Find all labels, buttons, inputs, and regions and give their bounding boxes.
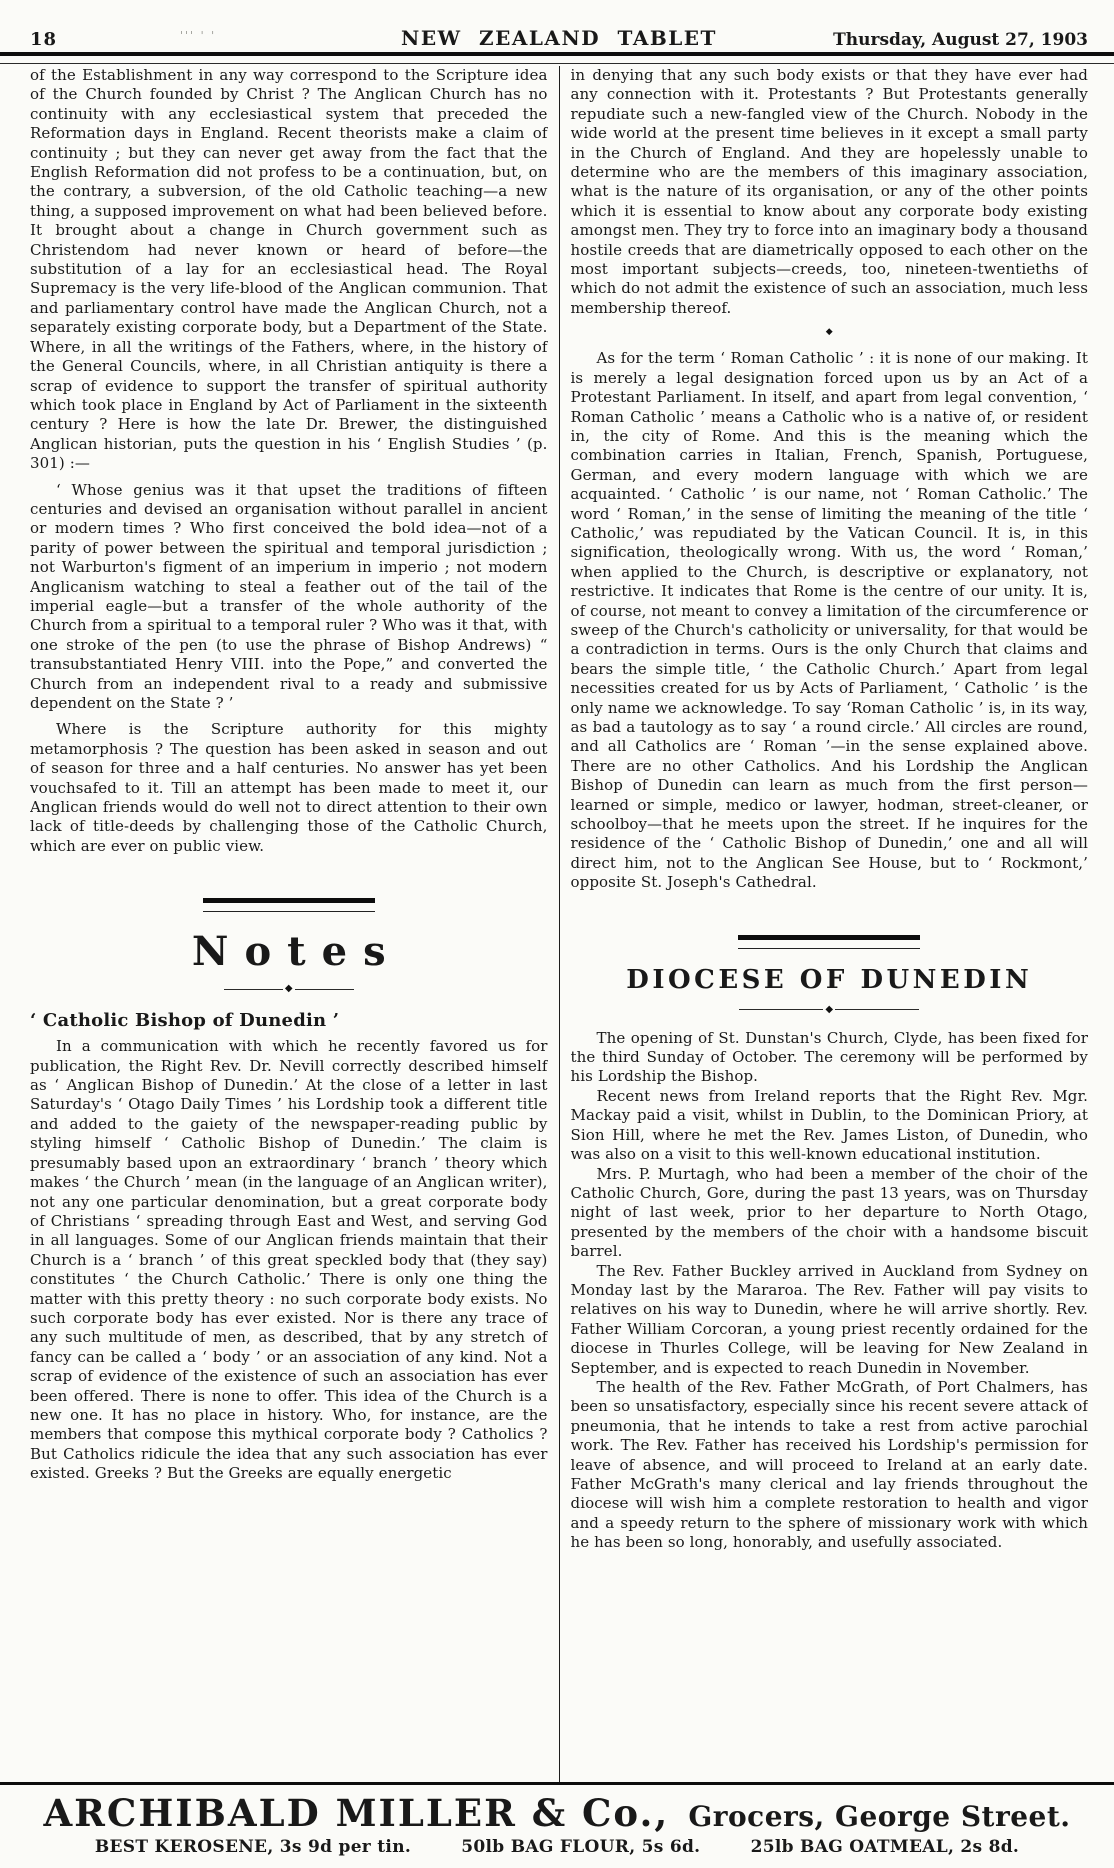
article-quote-paragraph: ‘ Whose genius was it that upset the traditions of fifteen centuries and devised an organisation without parallel in ancient or modern times ? Who first conceived the bold idea—not of a parity of power between the spiritual and temporal jurisdiction ; not Warburton's figment of an imperium in imperio ; not modern Anglicanism watching to steal a feather out of the tail of the imperial eagle—but a transfer of the whole authority of the Church from a spiritual to a temporal ruler ? Who was it that, with one stroke of the pen (to use the phrase of Bishop Andrews) “ transubstantiated Henry VIII. into the Pope,” and converted the Church from an independent rival to a ready and submissive dependent on the State ? ’ [30,480,548,712]
diamond-icon: ◆ [284,983,293,995]
notes-paragraph: As for the term ‘ Roman Catholic ’ : it is none of our making. It is merely a legal designation forced upon us by an Act of a Protestant Parliament. In itself, and apart from legal convention, ‘ Roman Catholic ’ means a Catholic who is a native of, or resident in, the city of Rome. And this is the meaning which the combination carries in Italian, French, Spanish, Portuguese, German, and every modern language with which we are acquainted. ‘ Catholic ’ is our name, not ‘ Roman Catholic.’ The word ‘ Roman,’ in the sense of limiting the meaning of the title ‘ Catholic,’ was repudiated by the Vatican Council. It is, in this signification, theologically wrong. With us, the word ‘ Roman,’ when applied to the Church, is descriptive or explanatory, not restrictive. It indicates that Rome is the centre of our unity. It is, of course, not meant to convey a limitation of the circumference or sweep of the Church's catholicity or universality, for that would be a contradiction in terms. Ours is the only Church that claims and bears the simple title, ‘ the Catholic Church.’ Apart from legal necessities created for us by Acts of Parliament, ‘ Catholic ’ is the only name we acknowledge. To say ‘Roman Catholic ’ is, in its way, as bad a tautology as to say ‘ a round circle.’ All circles are round, and all Catholics are ‘ Roman ’—in the sense explained above. There are no other Catholics. And his Lordship the Anglican Bishop of Dunedin can learn as much from the first person—learned or simple, medico or lawyer, hodman, street-cleaner, or schoolboy—that he meets upon the street. If he inquires for the residence of the ‘ Catholic Bishop of Dunedin,’ one and all will direct him, not to the Anglican See House, but to ‘ Rockmont,’ opposite St. Joseph's Cathedral. [570,349,1088,892]
diocese-paragraph: Mrs. P. Murtagh, who had been a member of the choir of the Catholic Church, Gore, during the past 13 years, was on Thursday night of last week, prior to her departure to North Otago, presented by the members of the choir with a handsome biscuit barrel. [570,1164,1088,1261]
product-offer: 50lb BAG FLOUR, 5s 6d. [461,1837,701,1857]
right-column [571,66,1089,1783]
diocese-paragraph: The opening of St. Dunstan's Church, Clyde, has been fixed for the third Sunday of October. The ceremony will be performed by his Lordship the Bishop. [570,1028,1088,1086]
section-double-rule [203,898,375,912]
notes-item-subhead: ‘ Catholic Bishop of Dunedin ’ [30,1010,340,1032]
product-offer: 25lb BAG OATMEAL, 2s 8d. [750,1837,1020,1857]
advertised-products-line [0,1837,1114,1857]
diocese-paragraph: The Rev. Father Buckley arrived in Auckland from Sydney on Monday last by the Mararoa. The Rev. Father will pay visits to relatives on his way to Dunedin, where he will arrive shortly. Rev. Father William Corcoran, a young priest recently ordained for the diocese in Thurles College, will be leaving for New Zealand in September, and is expected to reach Dunedin in November. [570,1261,1088,1377]
advertiser-tagline: Grocers, George Street. [688,1800,1071,1833]
diocese-section-heading: DIOCESE OF DUNEDIN [626,964,1033,995]
product-offer: BEST KEROSENE, 3s 9d per tin. [94,1837,412,1857]
diocese-paragraph: Recent news from Ireland reports that the Right Rev. Mgr. Mackay paid a visit, whilst in Dublin, to the Dominican Priory, at Sion Hill, where he met the Rev. James Liston, of Dunedin, who was also on a visit to this well-known educational institution. [570,1086,1088,1164]
masthead-rule [0,52,1114,64]
page-number: 18 [30,29,58,50]
advertiser-line [0,1791,1114,1835]
masthead [30,18,1088,50]
issue-date: Thursday, August 27, 1903 [833,30,1088,50]
notes-paragraph-continued: in denying that any such body exists or that they have ever had any connection with it. Protestants ? But Protestants generally repudiate such a new-fangled view of the Church. Nobody in the wide world at the present time believes in it except a small party in the Church of England. And they are hopelessly unable to determine who are the members of this imaginary association, what is the nature of its organisation, or any of the other points which it is essential to know about any corporate body existing amongst men. They try to force into an imaginary body a thousand hostile creeds that are diametrically opposed to each other on the most important subjects—creeds, too, nineteen-twentieths of which do not admit the existence of such an association, much less membership thereof. [570,66,1088,317]
diamond-divider [739,1005,919,1015]
page-body [30,66,1088,1783]
column-divider-rule [559,66,560,1783]
divider-line [835,1009,919,1010]
diamond-icon: ◆ [825,1003,834,1015]
advertisement-footer [0,1782,1114,1868]
advertiser-name: ARCHIBALD MILLER & Co., [43,1791,670,1835]
diocese-paragraph: The health of the Rev. Father McGrath, of Port Chalmers, has been so unsatisfactory, especially since his recent severe attack of pneumonia, that he intends to take a rest from active parochial work. The Rev. Father has received his Lordship's permission for leave of absence, and will proceed to Ireland at an early date. Father McGrath's many clerical and lay friends throughout the diocese will wish him a complete restoration to health and vigor and a speedy return to the sphere of missionary work with which he has been so long, honorably, and usefully associated. [570,1377,1088,1552]
newspaper-title: NEW ZEALAND TABLET [401,26,717,50]
notes-paragraph: In a communication with which he recently favored us for publication, the Right Rev. Dr. Nevill correctly described himself as ‘ Anglican Bishop of Dunedin.’ At the close of a letter in last Saturday's ‘ Otago Daily Times ’ his Lordship took a different title and added to the gaiety of the newspaper-reading public by styling himself ‘ Catholic Bishop of Dunedin.’ The claim is presumably based upon an extraordinary ‘ branch ’ theory which makes ‘ the Church ’ mean (in the language of an Anglican writer), not any one particular denomination, but a great corporate body of Christians ‘ spreading through East and West, and serving God in all languages. Some of our Anglican friends maintain that their Church is a ‘ branch ’ of this great speckled body that (they say) constitutes ‘ the Church Catholic.’ There is only one thing the matter with this pretty theory : no such corporate body exists. No such corporate body has ever existed. Nor is there any trace of any such multitude of men, as described, that by any stretch of fancy can be called a ‘ body ’ or an association of any kind. Not a scrap of evidence of the existence of such an association has ever been offered. There is none to offer. This idea of the Church is a new one. It has no place in history. Who, for instance, are the members that compose this mythical corporate body ? Catholics ? But Catholics ridicule the idea that any such association has ever existed. Greeks ? But the Greeks are equally energetic [30,1037,548,1483]
left-column [30,66,548,1783]
ink-smudge: ''' ' ' [180,29,217,42]
section-double-rule [738,935,920,949]
article-paragraph: of the Establishment in any way correspond to the Scripture idea of the Church founded by Christ ? The Anglican Church has no continuity with any ecclesiastical system that preceded the Reformation days in England. Recent theorists make a claim of continuity ; but they can never get away from the fact that the English Reformation did not profess to be a continuation, but, on the contrary, a subversion, of the old Catholic teaching—a new thing, a supposed improvement on what had been believed before. It brought about a change in Church government such as Christendom had never known or heard of before—the substitution of a lay for an ecclesiastical head. The Royal Supremacy is the very life-blood of the Anglican communion. That and parliamentary control have made the Anglican Church, not a separately existing corporate body, but a Department of the State. Where, in all the writings of the Fathers, where, in the history of the General Councils, where, in all Christian antiquity is there a scrap of evidence to support the transfer of spiritual authority which took place in England by Act of Parliament in the sixteenth century ? Here is how the late Dr. Brewer, the distinguished Anglican historian, puts the question in his ‘ English Studies ’ (p. 301) :— [30,66,548,473]
diamond-icon: ◆ [825,327,833,338]
divider-line [739,1009,823,1010]
notes-section-heading: Notes [191,928,402,976]
divider-line [295,989,354,990]
article-paragraph: Where is the Scripture authority for this mighty metamorphosis ? The question has been asked in season and out of season for three and a half centuries. No answer has yet been vouchsafed to it. Till an attempt has been made to meet it, our Anglican friends would do well not to direct attention to their own lack of title-deeds by challenging those of the Catholic Church, which are ever on public view. [30,720,548,855]
diamond-divider [224,984,354,994]
paragraph-separator [571,328,1089,337]
divider-line [224,989,283,990]
